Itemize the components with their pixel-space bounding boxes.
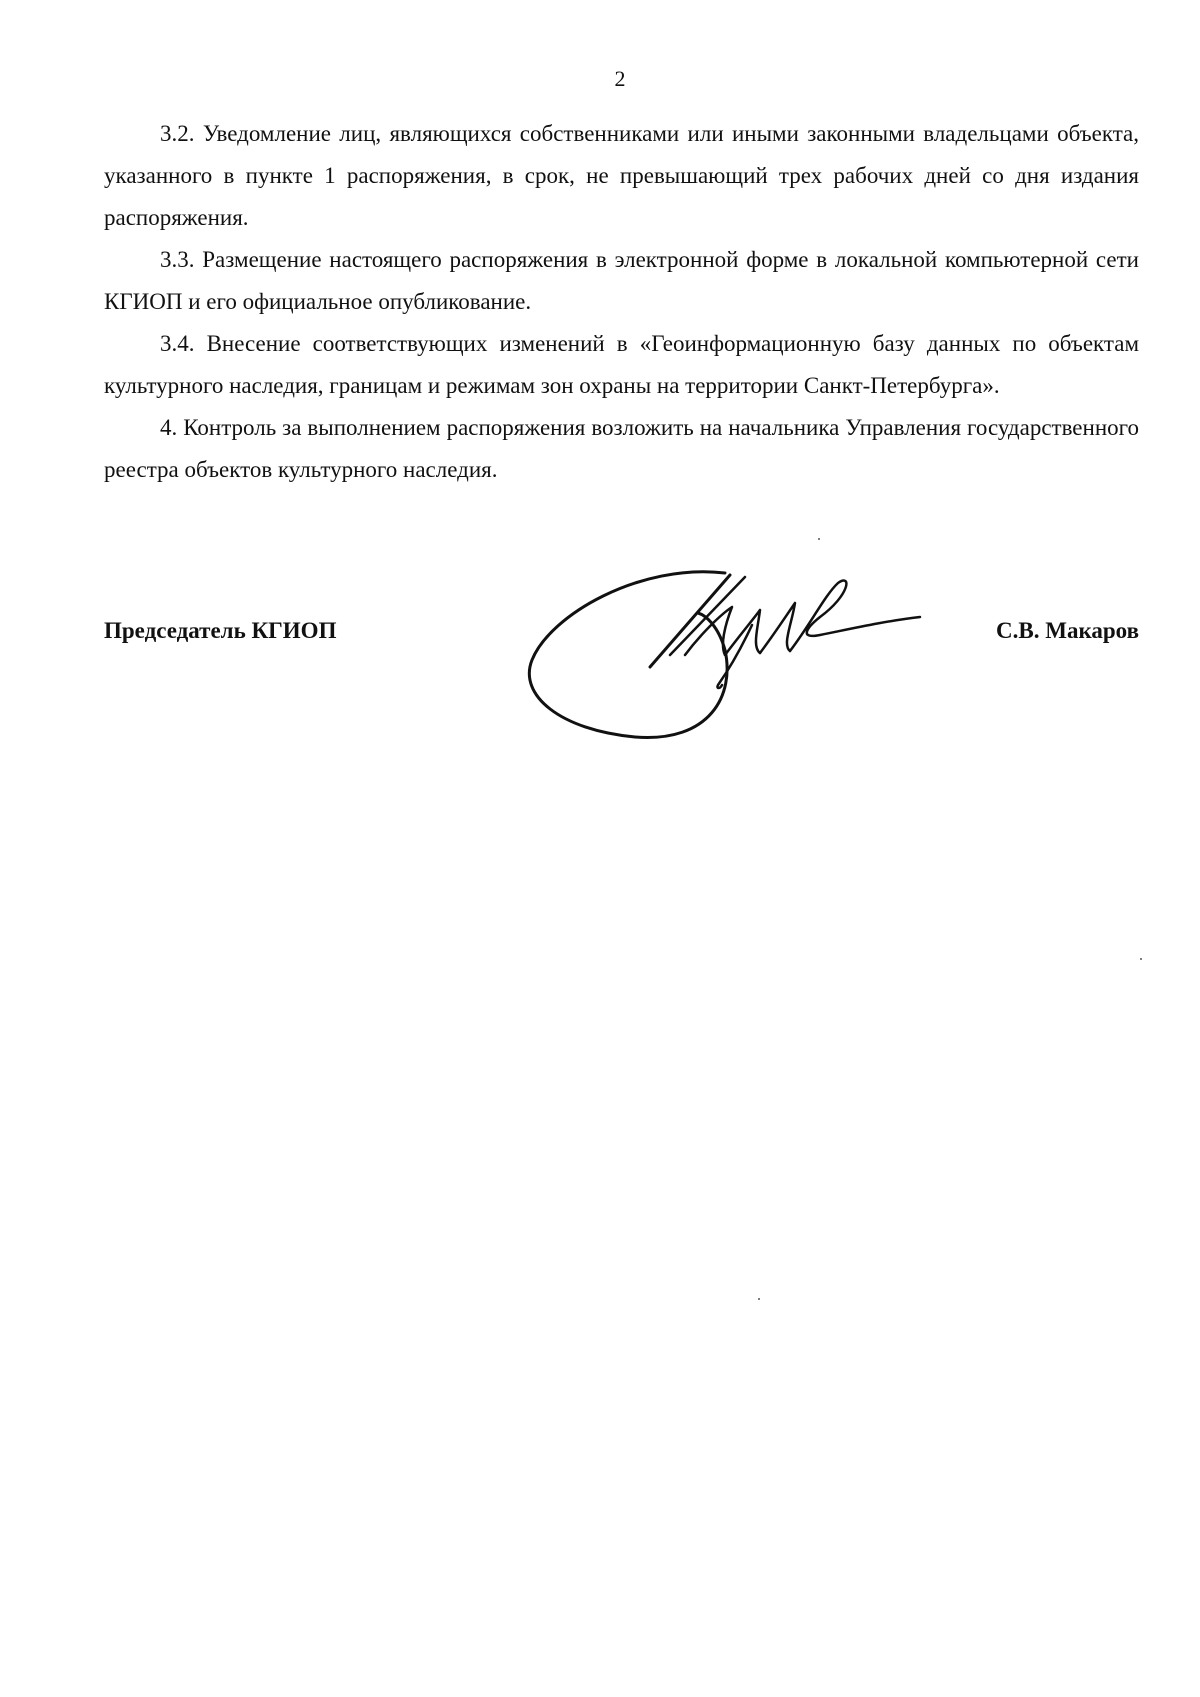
signatory-name: С.В. Макаров [996,618,1139,643]
scan-speck [818,538,820,540]
handwritten-signature [520,555,940,755]
scan-speck [1140,958,1142,960]
paragraph-3-2: 3.2. Уведомление лиц, являющихся собственниками или иными законными владельцами объекта, указанного в пункте 1 распоряжения, в срок, не превышающий трех рабочих дней со дня издания распоряжения. [104,121,1139,230]
document-body [104,113,1139,491]
scan-speck [758,1298,760,1300]
paragraph-3-4: 3.4. Внесение соответствующих изменений в «Геоинформационную базу данных по объектам культурного наследия, границам и режимам зон охраны на территории Санкт-Петербурга». [104,331,1139,398]
signatory-title: Председатель КГИОП [104,618,337,643]
page-number: 2 [614,66,626,91]
paragraph-4: 4. Контроль за выполнением распоряжения возложить на начальника Управления государственного реестра объектов культурного наследия. [104,415,1139,482]
paragraph-3-3: 3.3. Размещение настоящего распоряжения в электронной форме в локальной компьютерной сети КГИОП и его официальное опубликование. [104,247,1139,314]
